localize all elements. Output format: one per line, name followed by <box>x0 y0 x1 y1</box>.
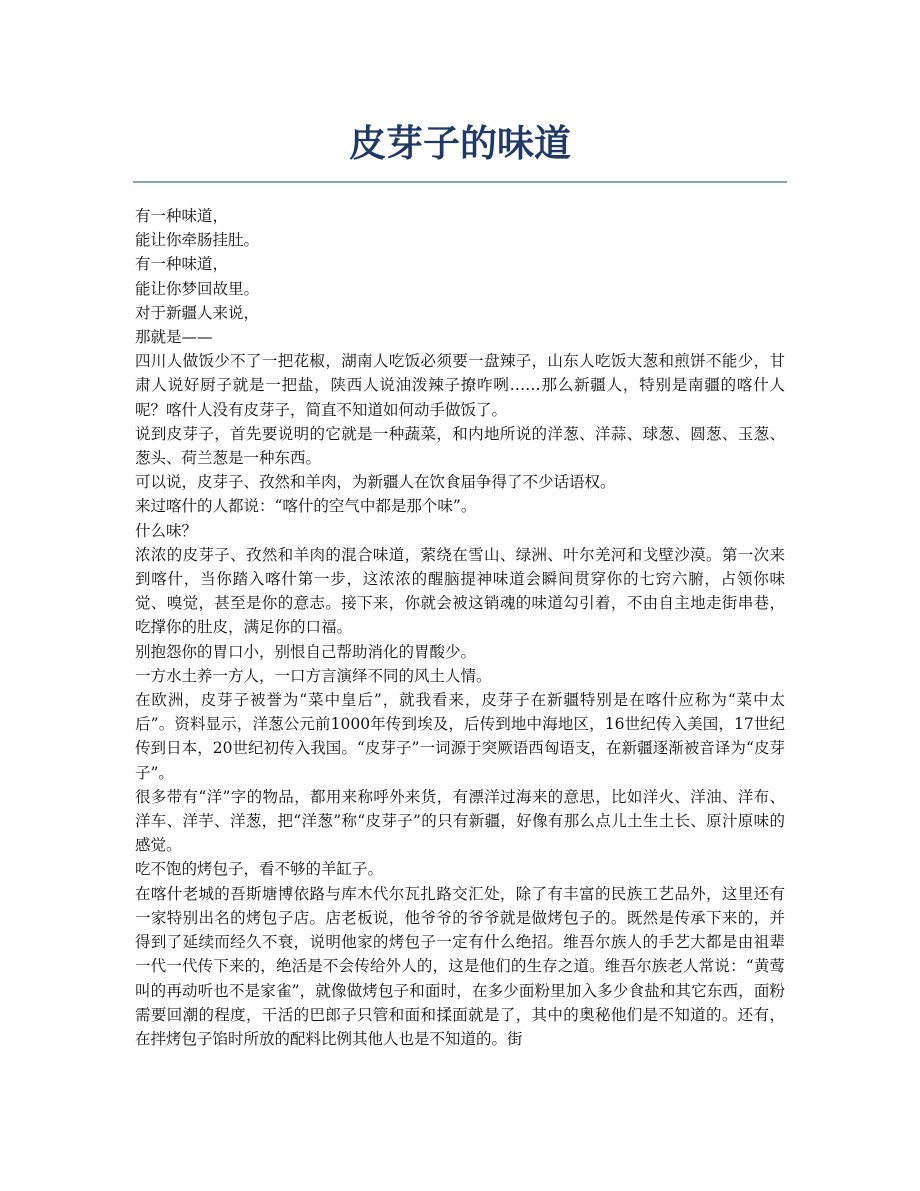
paragraph: 很多带有“洋”字的物品，都用来称呼外来货，有漂洋过海来的意思，比如洋火、洋油、洋布、洋车、洋芋、洋葱，把“洋葱”称“皮芽子”的只有新疆，好像有那么点儿土生土长、原汁原味的感觉。 <box>135 787 785 855</box>
paragraph: 吃不饱的烤包子，看不够的羊缸子。 <box>135 860 384 879</box>
document-title: 皮芽子的味道 <box>349 122 571 165</box>
paragraph: 浓浓的皮芽子、孜然和羊肉的混合味道，萦绕在雪山、绿洲、叶尔羌河和戈壁沙漠。第一次来到喀什，当你踏入喀什第一步，这浓浓的醒脑提神味道会瞬间贯穿你的七窍六腑，占领你味觉、嗅觉，甚至是你的意志。接下来，你就会被这销魂的味道勾引着，不由自主地走街串巷，吃撑你的肚皮，满足你的口福。 <box>135 545 785 637</box>
paragraph: 别抱怨你的胃口小，别恨自己帮助消化的胃酸少。 <box>135 642 477 661</box>
paragraph: 能让你牵肠挂肚。 <box>135 231 260 250</box>
paragraph: 有一种味道， <box>135 255 229 274</box>
title-divider <box>133 181 787 183</box>
paragraph: 对于新疆人来说， <box>135 303 260 322</box>
paragraph: 来过喀什的人都说：“喀什的空气中都是那个味”。 <box>135 497 477 516</box>
paragraph: 那就是—— <box>135 328 213 347</box>
paragraph: 有一种味道， <box>135 207 229 225</box>
paragraph: 在欧洲，皮芽子被誉为“菜中皇后”，就我看来，皮芽子在新疆特别是在喀什应称为“菜中太后”。资料显示，洋葱公元前1000年传到埃及，后传到地中海地区，16世纪传入美国，17世纪传到日本，20世纪初传入我国。“皮芽子”一词源于突厥语西匈语支，在新疆逐渐被音译为“皮芽子”。 <box>135 691 785 782</box>
document-body <box>135 204 785 1051</box>
paragraph: 四川人做饭少不了一把花椒，湖南人吃饭必须要一盘辣子，山东人吃饭大葱和煎饼不能少，甘肃人说好厨子就是一把盐，陕西人说油泼辣子撩咋咧……那么新疆人，特别是南疆的喀什人呢？喀什人没有皮芽子，简直不知道如何动手做饭了。 <box>135 352 785 419</box>
paragraph: 一方水土养一方人，一口方言演绎不同的风土人情。 <box>135 666 492 685</box>
paragraph: 说到皮芽子，首先要说明的它就是一种蔬菜，和内地所说的洋葱、洋蒜、球葱、圆葱、玉葱、葱头、荷兰葱是一种东西。 <box>135 424 785 468</box>
paragraph: 可以说，皮芽子、孜然和羊肉，为新疆人在饮食届争得了不少话语权。 <box>135 473 616 492</box>
paragraph: 能让你梦回故里。 <box>135 279 260 298</box>
paragraph: 在喀什老城的吾斯塘博依路与库木代尔瓦扎路交汇处，除了有丰富的民族工艺品外，这里还有一家特别出名的烤包子店。店老板说，他爷爷的爷爷就是做烤包子的。既然是传承下来的，并得到了延续而经久不衰，说明他家的烤包子一定有什么绝招。维吾尔族人的手艺大都是由祖辈一代一代传下来的，绝活是不会传给外人的，这是他们的生存之道。维吾尔族老人常说：“黄莺叫的再动听也不是家雀”，就像做烤包子和面时，在多少面粉里加入多少食盐和其它东西，面粉需要回潮的程度，干活的巴郎子只管和面和揉面就是了，其中的奥秘他们是不知道的。还有，在拌烤包子馅时所放的配料比例其他人也是不知道的。街 <box>135 884 785 1048</box>
paragraph: 什么味？ <box>135 521 198 540</box>
